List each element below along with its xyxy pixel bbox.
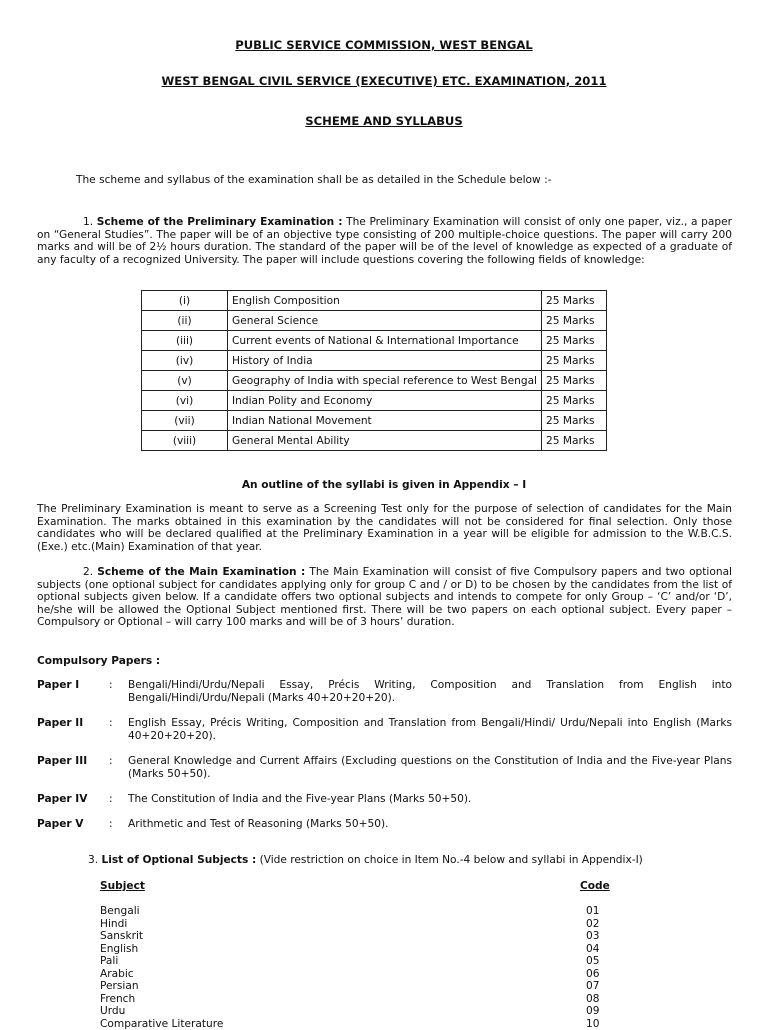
optional-subject-code: 01 <box>586 905 599 918</box>
optional-subject-names <box>100 905 223 1030</box>
prelim-table-row <box>142 311 607 331</box>
prelim-table-row <box>142 411 607 431</box>
optional-subject-code: 10 <box>586 1018 599 1030</box>
prelim-row-number: (ii) <box>142 311 228 331</box>
prelim-row-marks: 25 Marks <box>542 371 607 391</box>
paper-label: Paper II <box>37 717 83 729</box>
prelim-table-row <box>142 391 607 411</box>
subject-column-header: Subject <box>100 880 145 892</box>
prelim-row-marks: 25 Marks <box>542 351 607 371</box>
section-2-number: 2. <box>83 566 93 578</box>
paper-label: Paper III <box>37 755 87 767</box>
optional-subject-code: 03 <box>586 930 599 943</box>
section-1-heading: Scheme of the Preliminary Examination : <box>97 216 343 228</box>
prelim-row-marks: 25 Marks <box>542 391 607 411</box>
exam-title: WEST BENGAL CIVIL SERVICE (EXECUTIVE) ETC. EXAMINATION, 2011 <box>0 74 768 88</box>
commission-title: PUBLIC SERVICE COMMISSION, WEST BENGAL <box>0 38 768 52</box>
optional-subject-code: 05 <box>586 955 599 968</box>
prelim-row-marks: 25 Marks <box>542 431 607 451</box>
prelim-row-marks: 25 Marks <box>542 331 607 351</box>
section-1-paragraph <box>37 216 732 266</box>
optional-subject-name: Comparative Literature <box>100 1018 223 1030</box>
prelim-row-number: (iii) <box>142 331 228 351</box>
prelim-row-number: (iv) <box>142 351 228 371</box>
optional-subject-code: 09 <box>586 1005 599 1018</box>
paper-description: General Knowledge and Current Affairs (Excluding questions on the Constitution of India and the Five-year Plans (Marks 50+50). <box>128 755 732 780</box>
prelim-table-row <box>142 291 607 311</box>
section-3-paragraph <box>88 854 643 866</box>
optional-subject-name: Persian <box>100 980 223 993</box>
prelim-row-subject: General Science <box>228 311 542 331</box>
prelim-row-marks: 25 Marks <box>542 291 607 311</box>
section-3-text: (Vide restriction on choice in Item No.-4 below and syllabi in Appendix-I) <box>260 854 643 866</box>
paper-label: Paper V <box>37 818 84 830</box>
section-3-heading: List of Optional Subjects : <box>101 854 256 866</box>
prelim-table-row <box>142 331 607 351</box>
paper-description: English Essay, Précis Writing, Composition and Translation from Bengali/Hindi/ Urdu/Nepali into English (Marks 40+20+20+20). <box>128 717 732 742</box>
code-column-header: Code <box>580 880 610 892</box>
prelim-subjects-table <box>141 290 607 451</box>
prelim-row-subject: Geography of India with special reference to West Bengal <box>228 371 542 391</box>
prelim-note: The Preliminary Examination is meant to serve as a Screening Test only for the purpose of selection of candidates for the Main Examination. The marks obtained in this examination by the candidates will not be considered for final selection. Only those candidates who will be declared qualified at the Preliminary Examination in a year will be eligible for admission to the W.B.C.S. (Exe.) etc.(Main) Examination of that year. <box>37 503 732 553</box>
optional-subject-codes <box>586 905 599 1030</box>
section-3-number: 3. <box>88 854 98 866</box>
section-2-paragraph <box>37 566 732 629</box>
optional-subject-name: Sanskrit <box>100 930 223 943</box>
prelim-row-number: (i) <box>142 291 228 311</box>
paper-colon: : <box>109 818 113 830</box>
optional-subject-code: 02 <box>586 918 599 931</box>
optional-subject-name: English <box>100 943 223 956</box>
optional-subject-name: French <box>100 993 223 1006</box>
paper-description: The Constitution of India and the Five-year Plans (Marks 50+50). <box>128 793 732 806</box>
prelim-row-subject: Indian Polity and Economy <box>228 391 542 411</box>
paper-colon: : <box>109 717 113 729</box>
section-2-text: The Main Examination will consist of five Compulsory papers and two optional subjects (one optional subject for candidates applying only for group C and / or D) to be chosen by the candidates from the list of optional subjects given below. If a candidate offers two optional subjects and intends to compete for only Group – ‘C’ and/or ‘D’, he/she will be allowed the Optional Subject mentioned first. There will be two papers on each optional subject. Every paper – Compulsory or Optional – will carry 100 marks and will be of 3 hours’ duration. <box>37 566 732 628</box>
compulsory-papers-heading: Compulsory Papers : <box>37 655 160 667</box>
section-1-text: The Preliminary Examination will consist of only one paper, viz., a paper on “General Studies”. The paper will be of an objective type consisting of 200 multiple-choice questions. The paper will carry 200 marks and will be of 2½ hours duration. The standard of the paper will be of the level of knowledge as expected of a graduate of any faculty of a recognized University. The paper will include questions covering the following fields of knowledge: <box>37 216 732 266</box>
prelim-row-subject: Current events of National & International Importance <box>228 331 542 351</box>
prelim-row-number: (vi) <box>142 391 228 411</box>
prelim-row-subject: General Mental Ability <box>228 431 542 451</box>
paper-colon: : <box>109 793 113 805</box>
optional-subject-name: Hindi <box>100 918 223 931</box>
prelim-table-row <box>142 431 607 451</box>
prelim-row-subject: Indian National Movement <box>228 411 542 431</box>
optional-subject-code: 07 <box>586 980 599 993</box>
outline-note: An outline of the syllabi is given in Appendix – I <box>0 479 768 491</box>
paper-colon: : <box>109 755 113 767</box>
prelim-table-row <box>142 371 607 391</box>
paper-description: Bengali/Hindi/Urdu/Nepali Essay, Précis Writing, Composition and Translation from English into Bengali/Hindi/Urdu/Nepali (Marks 40+20+20+20). <box>128 679 732 704</box>
prelim-row-number: (vii) <box>142 411 228 431</box>
optional-subject-name: Bengali <box>100 905 223 918</box>
prelim-row-number: (viii) <box>142 431 228 451</box>
paper-label: Paper I <box>37 679 79 691</box>
prelim-row-marks: 25 Marks <box>542 411 607 431</box>
prelim-row-subject: English Composition <box>228 291 542 311</box>
optional-subject-name: Arabic <box>100 968 223 981</box>
section-1-number: 1. <box>83 216 93 228</box>
optional-subject-code: 08 <box>586 993 599 1006</box>
scheme-title: SCHEME AND SYLLABUS <box>0 114 768 128</box>
optional-subject-code: 06 <box>586 968 599 981</box>
optional-subject-name: Urdu <box>100 1005 223 1018</box>
prelim-row-subject: History of India <box>228 351 542 371</box>
prelim-row-number: (v) <box>142 371 228 391</box>
optional-subject-name: Pali <box>100 955 223 968</box>
paper-description: Arithmetic and Test of Reasoning (Marks 50+50). <box>128 818 732 831</box>
prelim-table-row <box>142 351 607 371</box>
prelim-row-marks: 25 Marks <box>542 311 607 331</box>
paper-colon: : <box>109 679 113 691</box>
optional-subject-code: 04 <box>586 943 599 956</box>
intro-text: The scheme and syllabus of the examination shall be as detailed in the Schedule below :- <box>76 174 551 186</box>
section-2-heading: Scheme of the Main Examination : <box>97 566 305 578</box>
paper-label: Paper IV <box>37 793 87 805</box>
